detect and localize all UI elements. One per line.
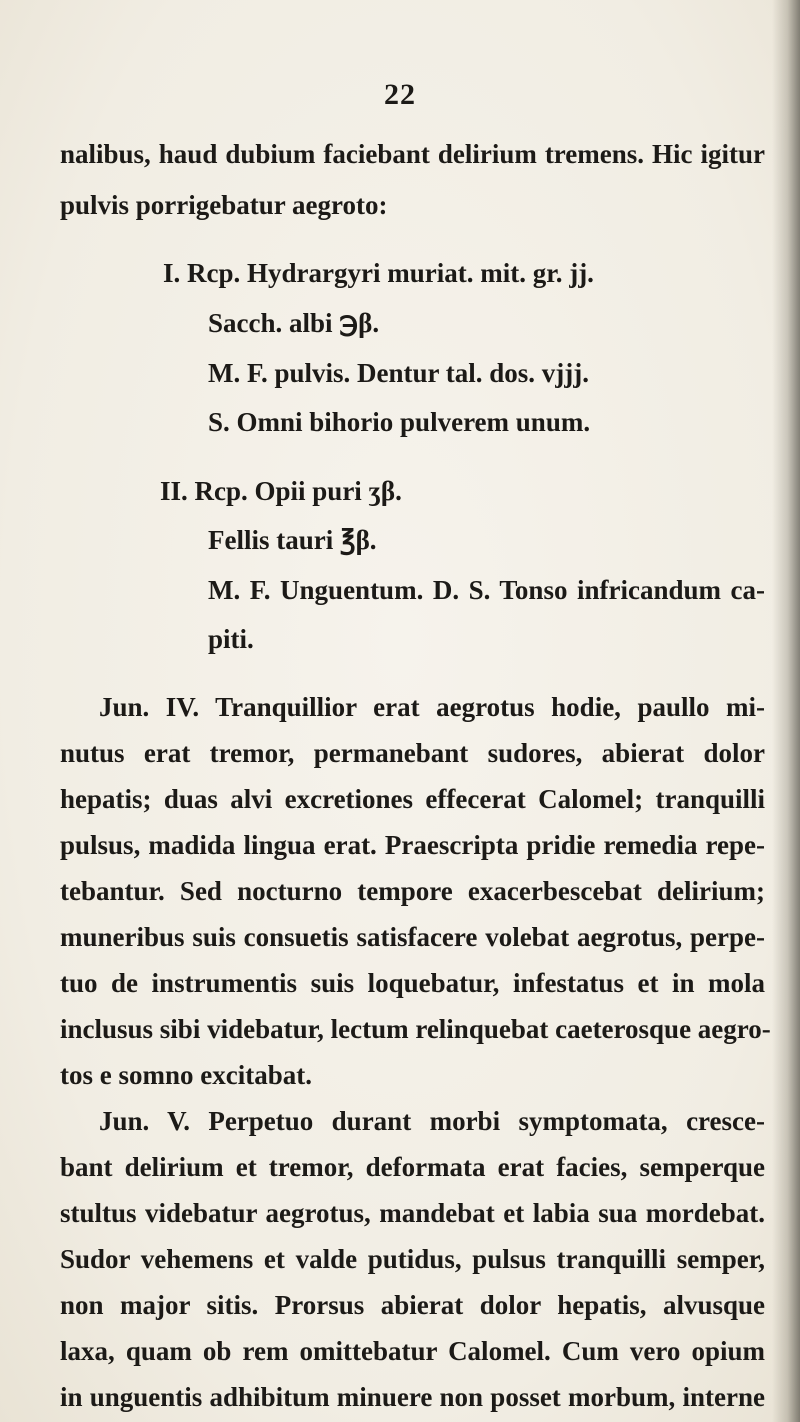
text-line: Sudor vehemens et valde putidus, pulsus tranquilli semper, <box>60 1244 765 1274</box>
recipe-line: I. Rcp. Hydrargyri muriat. mit. gr. jj. <box>163 258 594 288</box>
recipe-line: II. Rcp. Opii puri ʒβ. <box>160 476 402 506</box>
text-line: bant delirium et tremor, deformata erat facies, semperque <box>60 1152 765 1182</box>
recipe-line: piti. <box>208 624 254 654</box>
recipe-line: Sacch. albi ℈β. <box>208 308 380 338</box>
text-line: tebantur. Sed nocturno tempore exacerbescebat delirium; <box>60 876 765 906</box>
text-line: Jun. V. Perpetuo durant morbi symptomata, cresce- <box>99 1106 765 1136</box>
text-line: in unguentis adhibitum minuere non posset morbum, interne <box>60 1382 765 1412</box>
text-line: tuo de instrumentis suis loquebatur, infestatus et in mola <box>60 968 765 998</box>
text-line: muneribus suis consuetis satisfacere volebat aegrotus, perpe- <box>60 922 765 952</box>
page-edge-shadow <box>772 0 800 1422</box>
text-line: stultus videbatur aegrotus, mandebat et labia sua mordebat. <box>60 1198 765 1228</box>
recipe-line: M. F. pulvis. Dentur tal. dos. vjjj. <box>208 358 590 388</box>
recipe-line: S. Omni bihorio pulverem unum. <box>208 407 591 437</box>
text-line: inclusus sibi videbatur, lectum relinquebat caeterosque aegro- <box>60 1014 771 1044</box>
page-number: 22 <box>384 78 416 111</box>
recipe-line: Fellis tauri ℥β. <box>208 525 377 555</box>
text-line: non major sitis. Prorsus abierat dolor hepatis, alvusque <box>60 1290 765 1320</box>
text-line: nalibus, haud dubium faciebant delirium tremens. Hic igitur <box>60 139 765 169</box>
recipe-line: M. F. Unguentum. D. S. Tonso infricandum ca- <box>208 575 765 605</box>
text-line: hepatis; duas alvi excretiones effecerat Calomel; tranquilli <box>60 784 765 814</box>
text-line: nutus erat tremor, permanebant sudores, abierat dolor <box>60 738 765 768</box>
text-line: tos e somno excitabat. <box>60 1060 312 1090</box>
text-line: Jun. IV. Tranquillior erat aegrotus hodie, paullo mi- <box>99 692 765 722</box>
text-line: laxa, quam ob rem omittebatur Calomel. Cum vero opium <box>60 1336 765 1366</box>
text-line: pulsus, madida lingua erat. Praescripta pridie remedia repe- <box>60 830 765 860</box>
text-line: pulvis porrigebatur aegroto: <box>60 190 388 220</box>
